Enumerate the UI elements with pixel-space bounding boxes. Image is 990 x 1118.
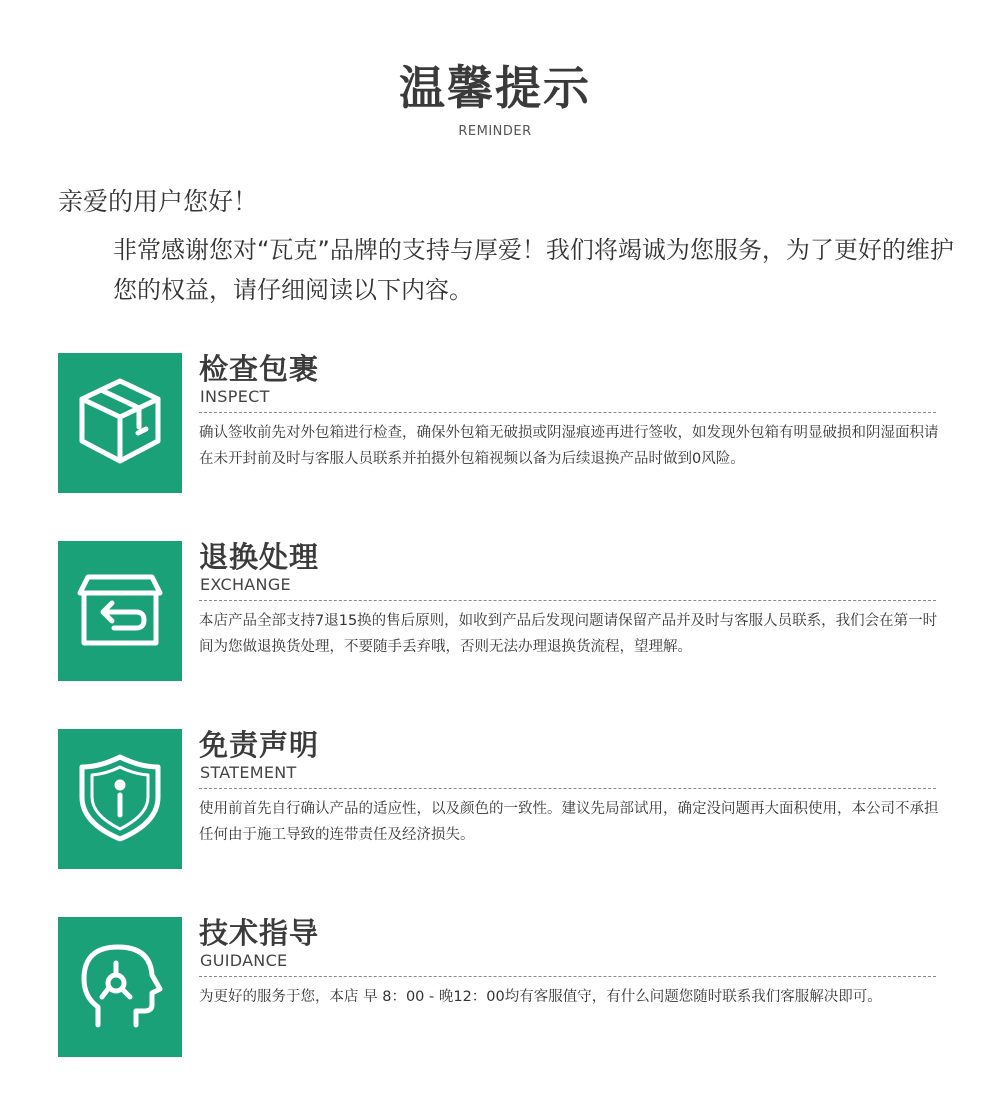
page-title: 温馨提示: [399, 61, 591, 115]
section-subtitle: STATEMENT: [200, 763, 297, 782]
shield-info-icon: [74, 751, 166, 843]
head-support-icon: [74, 939, 166, 1031]
section-body: 确认签收前先对外包箱进行检查，确保外包箱无破损或阴湿痕迹再进行签收，如发现外包箱有明显破损和阴湿面积请在未开封前及时与客服人员联系并拍摄外包箱视频以备为后续退换产品时做到0风险。: [199, 425, 939, 467]
page-subtitle: REMINDER: [458, 124, 532, 139]
icon-box: [58, 917, 182, 1057]
return-box-icon: [74, 563, 166, 655]
section-body: 本店产品全部支持7退15换的售后原则，如收到产品后发现问题请保留产品并及时与客服人员联系，我们会在第一时间为您做退换货处理，不要随手丢弃哦，否则无法办理退换货流程，望理解。: [199, 613, 938, 655]
section-divider: [199, 600, 936, 601]
section-statement: [58, 729, 938, 869]
icon-box: [58, 353, 182, 493]
header: [0, 0, 990, 140]
icon-box: [58, 729, 182, 869]
section-divider: [199, 412, 936, 413]
section-inspect: [58, 353, 938, 493]
section-subtitle: GUIDANCE: [200, 951, 288, 970]
section-title: 检查包裹: [199, 352, 320, 386]
icon-box: [58, 541, 182, 681]
section-body: 使用前首先自行确认产品的适应性，以及颜色的一致性。建议先局部试用，确定没问题再大面积使用，本公司不承担任何由于施工导致的连带责任及经济损失。: [199, 801, 939, 843]
section-divider: [199, 788, 936, 789]
package-box-icon: [74, 375, 166, 467]
section-guidance: [58, 917, 938, 1057]
section-title: 技术指导: [199, 916, 320, 950]
section-body: 为更好的服务于您，本店 早 8：00 - 晚12：00均有客服值守，有什么问题您随时联系我们客服解决即可。: [199, 989, 882, 1005]
section-divider: [199, 976, 936, 977]
greeting: 亲爱的用户您好！: [58, 187, 259, 216]
section-subtitle: INSPECT: [200, 387, 270, 406]
section-exchange: [58, 541, 938, 681]
section-title: 免责声明: [199, 728, 320, 762]
section-subtitle: EXCHANGE: [200, 575, 291, 594]
intro-text: 非常感谢您对“瓦克”品牌的支持与厚爱！我们将竭诚为您服务，为了更好的维护您的权益，请仔细阅读以下内容。: [113, 236, 954, 304]
section-title: 退换处理: [199, 540, 320, 574]
